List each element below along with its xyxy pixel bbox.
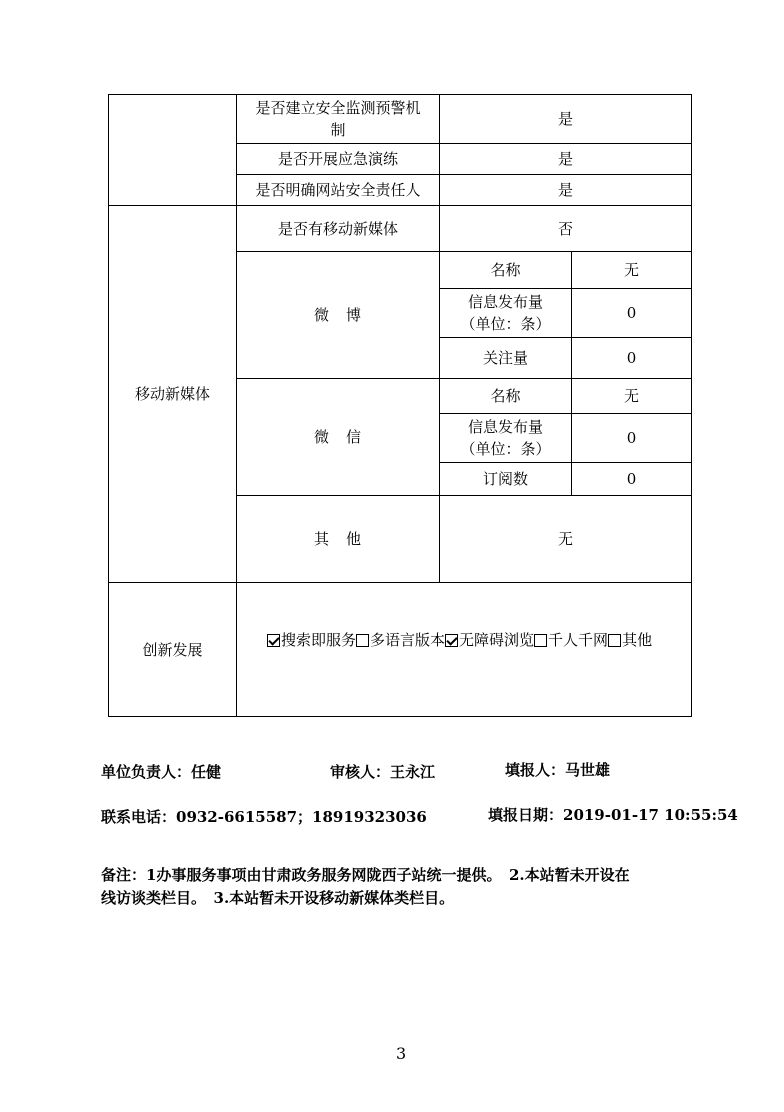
reviewer: 审核人：王永江 [330,763,436,781]
other-value: 无 [439,495,692,583]
wechat-name-value: 无 [571,378,692,414]
filler: 填报人：马世雄 [505,761,611,779]
innovation-options-cell [236,582,692,717]
innovation-option-search[interactable]: 搜索即服务 [267,629,356,651]
innovation-option-other[interactable]: 其他 [608,629,652,651]
contact-phone: 联系电话：0932-6615587；18919323036 [101,808,427,826]
table-cell-blank [108,94,237,206]
page-number: 3 [396,1044,407,1063]
checkbox-checked-icon[interactable] [267,634,280,647]
wechat-name-label: 名称 [439,378,572,414]
note-line-1: 备注：1办事服务事项由甘肃政务服务网陇西子站统一提供。 2.本站暂未开设在 [101,866,630,884]
drill-value: 是 [439,143,692,175]
wechat-label: 微 信 [236,378,440,496]
checkbox-unchecked-icon[interactable] [534,634,547,647]
innovation-options [267,629,652,651]
wechat-subscribers-value: 0 [571,462,692,496]
note-line-2: 线访谈类栏目。 3.本站暂未开设移动新媒体类栏目。 [101,889,455,907]
section-innovation: 创新发展 [108,582,237,717]
wechat-posts-label: 信息发布量 （单位：条） [439,413,572,463]
responsible-label: 是否明确网站安全责任人 [236,174,440,206]
monitor-value: 是 [439,94,692,144]
section-mobile-media: 移动新媒体 [108,205,237,583]
weibo-name-value: 无 [571,251,692,289]
monitor-label: 是否建立安全监测预警机制 [236,94,440,144]
unit-head: 单位负责人：任健 [101,763,222,781]
weibo-name-label: 名称 [439,251,572,289]
other-label: 其 他 [236,495,440,583]
checkbox-unchecked-icon[interactable] [356,634,369,647]
weibo-label: 微 博 [236,251,440,379]
checkbox-checked-icon[interactable] [445,634,458,647]
checkbox-unchecked-icon[interactable] [608,634,621,647]
weibo-followers-value: 0 [571,337,692,379]
wechat-posts-value: 0 [571,413,692,463]
fill-date: 填报日期：2019-01-17 10:55:54 [488,806,738,824]
weibo-posts-label: 信息发布量 （单位：条） [439,288,572,338]
innovation-option-personalized[interactable]: 千人千网 [534,629,608,651]
weibo-posts-value: 0 [571,288,692,338]
drill-label: 是否开展应急演练 [236,143,440,175]
has-media-value: 否 [439,205,692,252]
wechat-subscribers-label: 订阅数 [439,462,572,496]
has-media-label: 是否有移动新媒体 [236,205,440,252]
weibo-followers-label: 关注量 [439,337,572,379]
responsible-value: 是 [439,174,692,206]
innovation-option-accessibility[interactable]: 无障碍浏览 [445,629,534,651]
innovation-option-multilang[interactable]: 多语言版本 [356,629,445,651]
